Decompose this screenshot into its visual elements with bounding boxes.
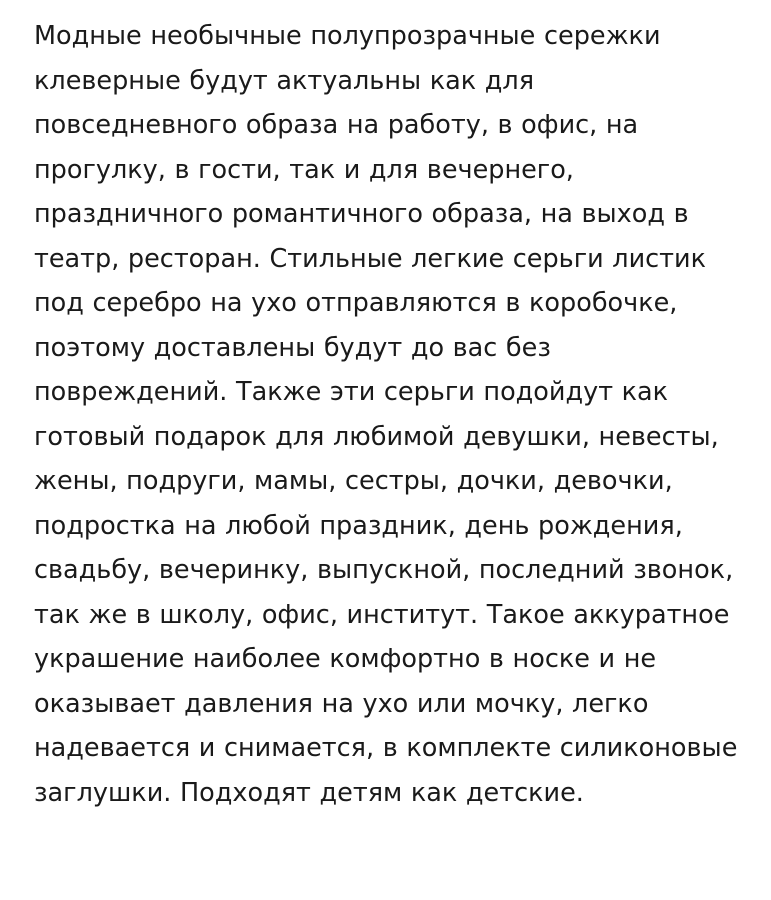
- product-description-text: Модные необычные полупрозрачные сережки клеверные будут актуальны как для повседневного образа на работу, в офис, на прогулку, в гости, так и для вечернего, праздничного романтичного образа, на выход в театр, ресторан. Стильные легкие серьги листик под серебро на ухо отправляются в коробочке, поэтому доставлены будут до вас без повреждений. Также эти серьги подойдут как готовый подарок для любимой девушки, невесты, жены, подруги, мамы, сестры, дочки, девочки, подростка на любой праздник, день рождения, свадьбу, вечеринку, выпускной, последний звонок, так же в школу, офис, институт. Такое аккуратное украшение наиболее комфортно в носке и не оказывает давления на ухо или мочку, легко надевается и снимается, в комплекте силиконовые заглушки. Подходят детям как детские.: [34, 21, 746, 808]
